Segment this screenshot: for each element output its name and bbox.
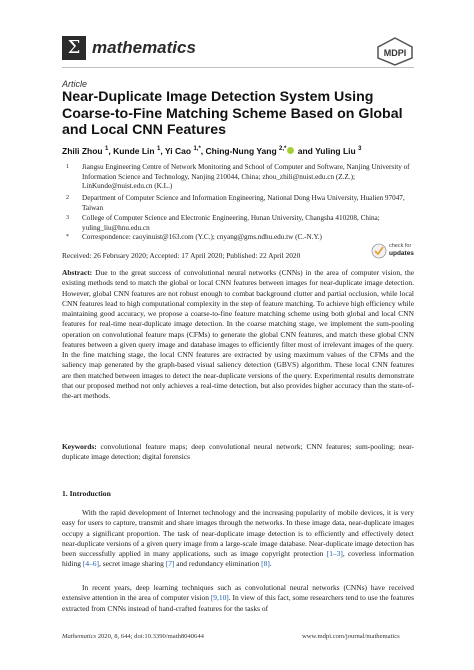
check-for-updates-badge[interactable] bbox=[371, 240, 415, 264]
abstract bbox=[62, 268, 414, 401]
header-divider bbox=[62, 67, 414, 68]
affiliation: 3 College of Computer Science and Electronic Engineering, Hunan University, Changsha 410208, China; yuling_liu@hnu.edu.cn bbox=[66, 214, 380, 232]
intro-paragraph-2: In recent years, deep learning techniques such as convolutional neural networks (CNNs) have received extensive attention in the area of computer vision [9,10]. In view of this fact, some researchers tend to use the features extracted from CNNs instead of hand-crafted features for the tasks of bbox=[62, 583, 414, 613]
section-heading: 1. Introduction bbox=[62, 489, 111, 498]
author-name[interactable]: Zhili Zhou bbox=[62, 146, 103, 156]
journal-logo bbox=[62, 36, 86, 60]
correspondence: * Correspondence: caoyinuist@163.com (Y.C.); cnyang@gms.ndhu.edu.tw (C.-N.Y.) bbox=[66, 233, 322, 241]
author-sup: 1,* bbox=[193, 146, 201, 153]
author-list: Zhili Zhou $^1$, Kunde Lin $^1$, Yi Cao $^{1,*}$, Ching-Nung Yang $^{2,*}$ and Yuling Liu $^3$ bbox=[62, 146, 362, 156]
mdpi-logo bbox=[375, 36, 415, 66]
author-sup: 2,* bbox=[279, 146, 287, 153]
keywords-label: Keywords: bbox=[62, 442, 97, 451]
paper-title: Near-Duplicate Image Detection System Using Coarse-to-Fine Matching Scheme Based on Global and Local CNN Features bbox=[62, 89, 403, 139]
abstract-label: Abstract: bbox=[62, 268, 93, 277]
author-name[interactable]: Kunde Lin bbox=[113, 146, 155, 156]
check-updates-line1: check for bbox=[389, 243, 412, 249]
affiliation: 2 Department of Computer Science and Information Engineering, National Dong Hwa University, Hualien 97047, Taiwan bbox=[66, 194, 405, 212]
orcid-icon[interactable] bbox=[287, 147, 294, 154]
author-sup: 1 bbox=[157, 146, 161, 153]
affiliation: 1 Jiangsu Engineering Centre of Network Monitoring and School of Computer and Software, Nanjing University of Information Science and Technology, Nanjing 210044, China; zhou_zhili@nuist.edu.cn (Z.Z.); LinKunde@nuist.edu.cn (K.L.) bbox=[66, 163, 410, 191]
intro-paragraph-1: With the rapid development of Internet technology and the increasing popularity of mobile devices, it is very easy for users to capture, transmit and share images through the networks. In these image data, near-duplicate images occupy a significant proportion. The task of near-duplicate image detection is to efficiently and effectively detect near-duplicate versions of a given query image from a large-scale image database. Near-duplicate image detection has been successfully applied in many applications, such as image copyright protection [1–3], coverless information hiding [4–6], secret image sharing [7] and redundancy elimination [8]. bbox=[62, 508, 414, 569]
author-name[interactable]: Yi Cao bbox=[164, 146, 192, 156]
sigma-icon: Σ bbox=[67, 37, 81, 58]
abstract-text: Due to the great success of convolutional neural networks (CNNs) in the area of computer vision, the existing methods tend to match the global or local CNN features between images for near-duplicate image detection. However, global CNN features are not robust enough to combat background clutter and partial occlusion, while local CNN features lead to high computational complexity in the step of feature matching. To achieve high efficiency while maintaining good accuracy, we propose a coarse-to-fine feature matching scheme using both global and local CNN features for real-time near-duplicate image detection. In the coarse matching stage, we implement the sum-pooling operation on convolutional feature maps (CFMs) to generate the global CNN features, and match these global CNN features between a given query image and database images to efficiently filter most of irrelevant images of the query. In the fine matching stage, the local CNN features are extracted by using maximum values of the CFMs and the saliency map generated by the graph-based visual saliency detection (GBVS) algorithm. These local CNN features are then matched between images to detect the near-duplicate versions of the query. Experimental results demonstrate that our proposed method not only achieves a real-time detection, but also provides higher accuracy than the state-of-the-art methods. bbox=[62, 268, 415, 400]
keywords-text: convolutional feature maps; deep convolutional neural network; CNN features; sum-pooling; near-duplicate image detection; digital forensics bbox=[62, 442, 414, 462]
author-sup: 1 bbox=[104, 146, 109, 153]
publication-dates: Received: 26 February 2020; Accepted: 17 April 2020; Published: 22 April 2020 bbox=[62, 251, 301, 260]
citation-link[interactable]: [7] bbox=[165, 559, 175, 569]
citation-link[interactable]: [9,10] bbox=[210, 593, 229, 603]
svg-text:MDPI: MDPI bbox=[383, 48, 407, 58]
keywords bbox=[62, 442, 414, 463]
author-sup: 3 bbox=[358, 146, 362, 153]
article-type: Article bbox=[62, 79, 88, 89]
author-name[interactable]: Ching-Nung Yang bbox=[205, 146, 277, 156]
footer-citation: Mathematics 2020, 8, 644; doi:10.3390/math8040644 bbox=[62, 633, 204, 640]
author-name[interactable]: Yuling Liu bbox=[315, 146, 356, 156]
citation-link[interactable]: [8] bbox=[261, 559, 270, 569]
check-updates-line2: updates bbox=[389, 250, 414, 257]
footer-journal-url[interactable]: www.mdpi.com/journal/mathematics bbox=[302, 633, 400, 640]
citation-link[interactable]: [1–3] bbox=[326, 549, 343, 558]
citation-link[interactable]: [4–6] bbox=[82, 559, 99, 569]
updates-icon bbox=[371, 243, 387, 259]
journal-name: mathematics bbox=[92, 38, 196, 57]
mdpi-logo-icon bbox=[375, 36, 415, 66]
